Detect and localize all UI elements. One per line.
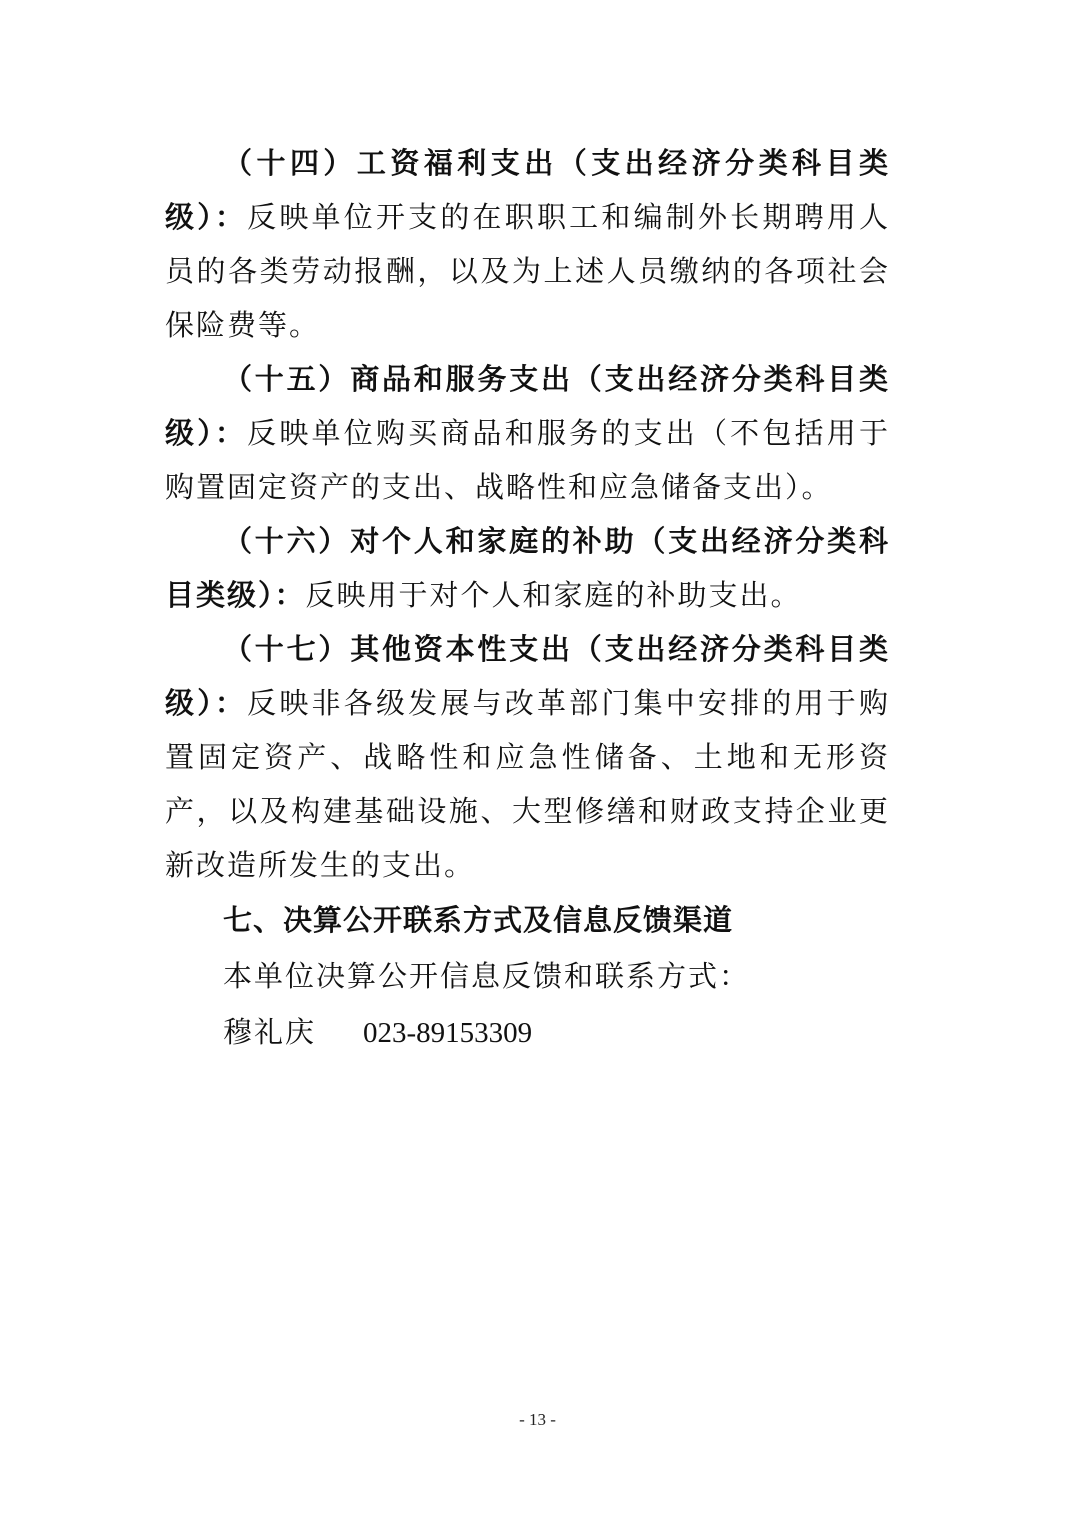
item-body: 反映用于对个人和家庭的补助支出。 xyxy=(305,578,802,612)
item-body: 反映单位开支的在职职工和编制外长期聘用人员的各类劳动报酬，以及为上述人员缴纳的各项社会保险费等。 xyxy=(165,200,890,342)
document-content xyxy=(165,136,890,1061)
contact-line xyxy=(165,1004,890,1061)
item-body: 反映非各级发展与改革部门集中安排的用于购置固定资产、战略性和应急性储备、土地和无形资产，以及构建基础设施、大型修缮和财政支持企业更新改造所发生的支出。 xyxy=(165,686,890,882)
paragraph-item-16 xyxy=(165,514,890,622)
item-heading: （十七）其他资本性支出（支出经济分类科目类级）： xyxy=(165,632,890,720)
item-heading: （十五）商品和服务支出（支出经济分类科目类级）： xyxy=(165,362,890,450)
contact-intro: 本单位决算公开信息反馈和联系方式： xyxy=(223,959,751,993)
page-number: - 13 - xyxy=(519,1410,556,1429)
paragraph-item-14 xyxy=(165,136,890,352)
item-heading: （十四）工资福利支出（支出经济分类科目类级）： xyxy=(165,146,890,234)
paragraph-item-15 xyxy=(165,352,890,514)
contact-name: 穆礼庆 xyxy=(223,1015,317,1049)
contact-phone: 023-89153309 xyxy=(363,1017,533,1049)
item-heading: （十六）对个人和家庭的补助（支出经济分类科目类级）： xyxy=(165,524,890,612)
item-body: 反映单位购买商品和服务的支出（不包括用于购置固定资产的支出、战略性和应急储备支出）。 xyxy=(165,416,890,504)
section-heading: 七、决算公开联系方式及信息反馈渠道 xyxy=(223,903,734,937)
paragraph-item-17 xyxy=(165,622,890,892)
